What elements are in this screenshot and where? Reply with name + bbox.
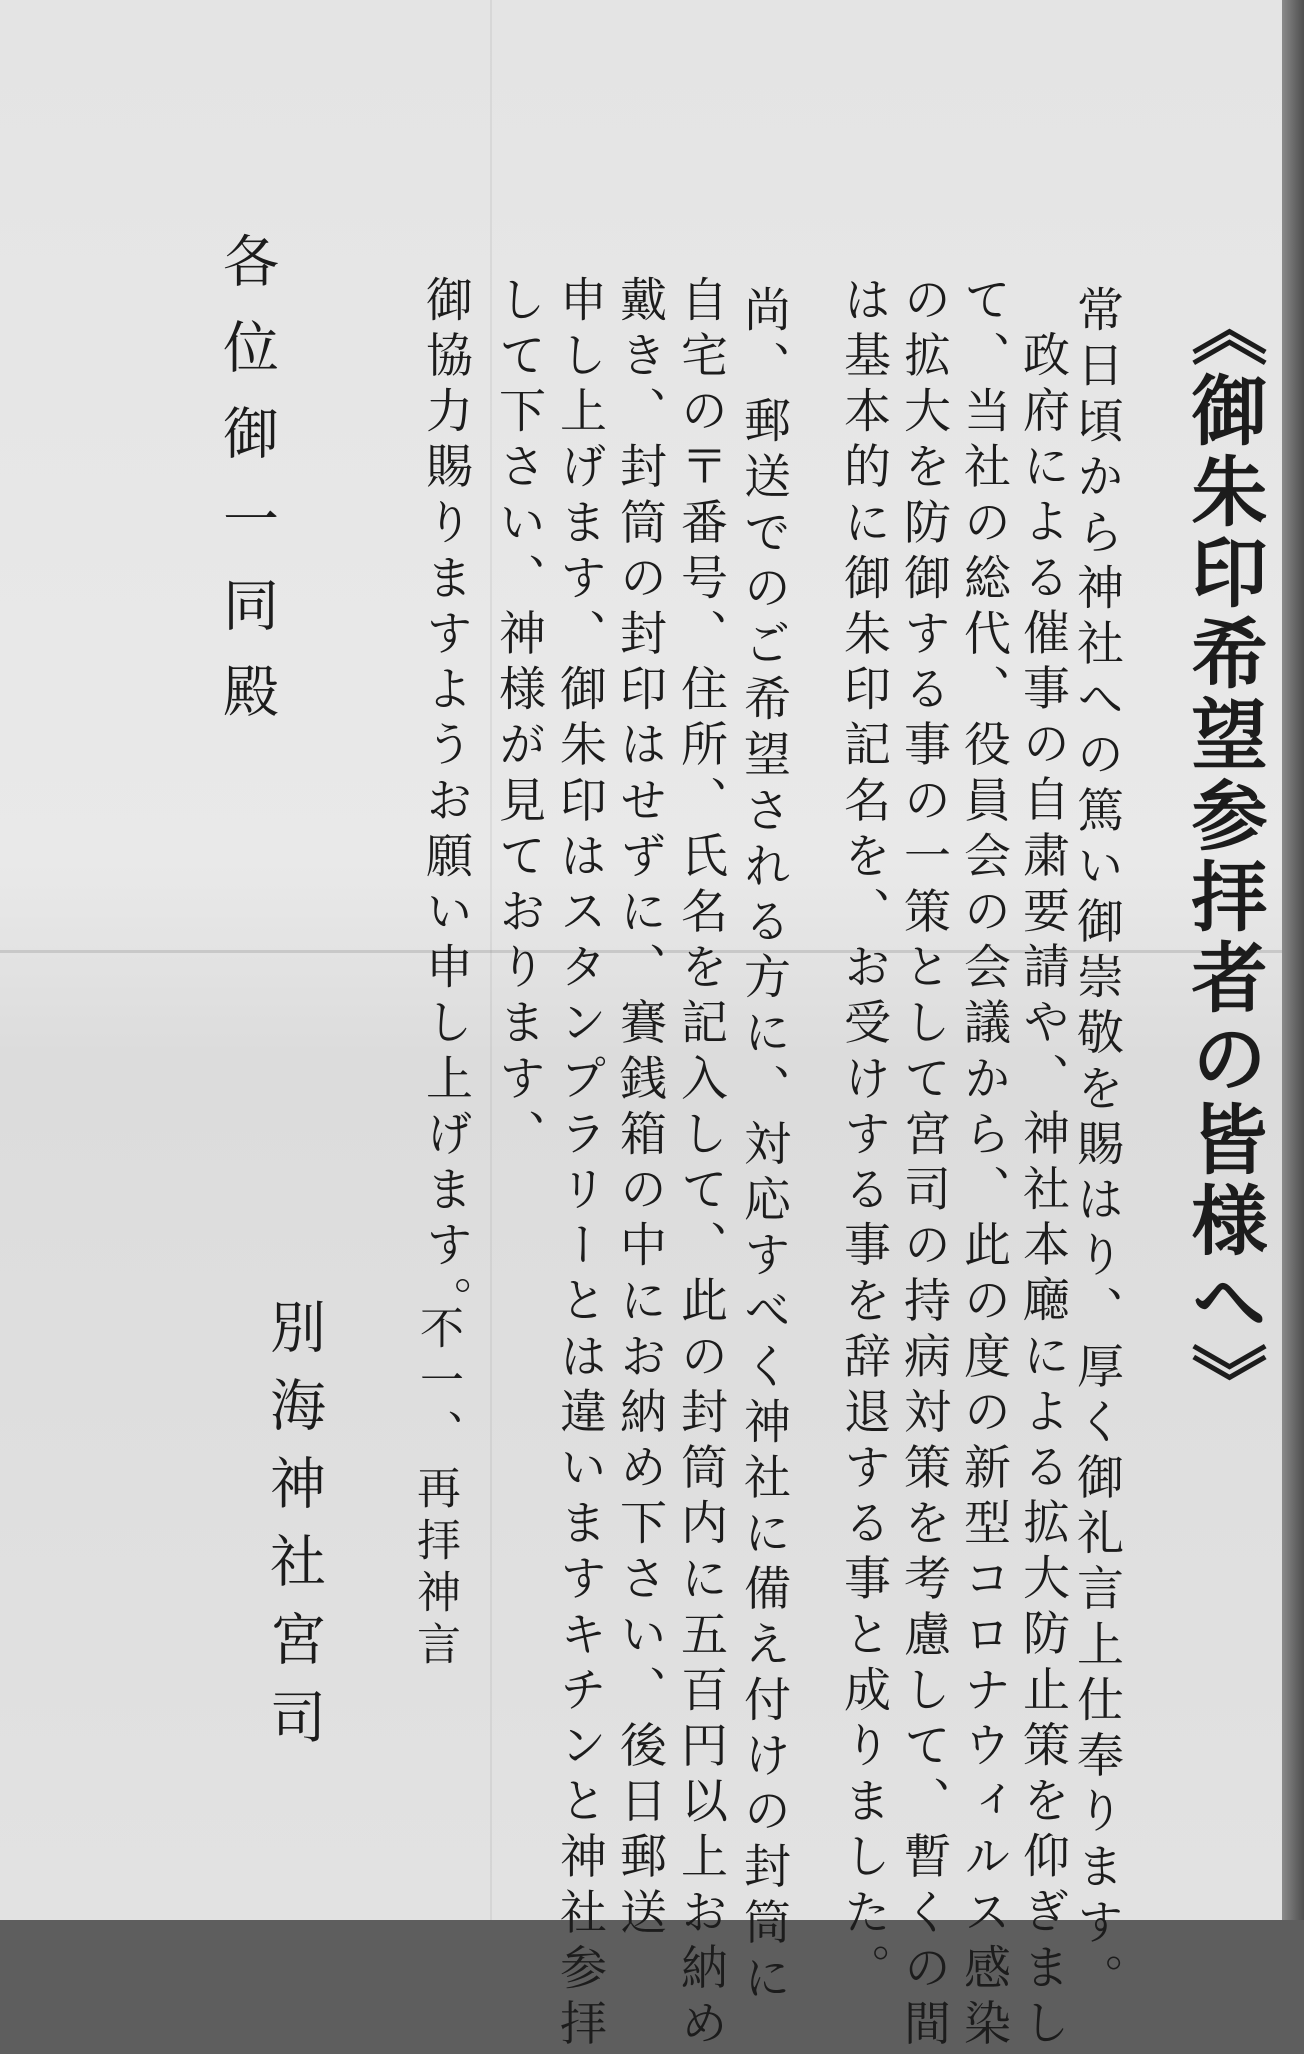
paragraph1-line-5: は基本的に御朱印記名を、お受けする事を辞退する事と成りました。 [836, 275, 891, 1999]
paragraph2-line-5: して下さい、神様が見ております、 [491, 275, 546, 1165]
paragraph2-line-4: 申し上げます、御朱印はスタンプラリーとは違いますキチンと神社参拝 [552, 275, 607, 2054]
signature: 別海神社宮司 [261, 1298, 326, 1766]
paragraph2-line-1: 尚、郵送でのご希望される方に、対応すべく神社に備え付けの封筒に [736, 285, 791, 2009]
notice-title: 《御朱印希望参拝者の皆様へ》 [1179, 290, 1268, 1424]
paragraph2-line-2: 自宅の〒番号、住所、氏名を記入して、此の封筒内に五百円以上お納め [673, 275, 728, 2054]
paragraph2-line-6: 御協力賜りますようお願い申し上げます。 [418, 275, 473, 1332]
addressee: 各位御一同殿 [214, 232, 279, 748]
background-edge [1282, 0, 1304, 1920]
closing-salutation: 再拝神言 [409, 1465, 460, 1673]
paragraph1-line-4: の拡大を防御する事の一策として宮司の持病対策を考慮して、暫くの間 [896, 275, 951, 2054]
closing-phrase: 不一、 [412, 1305, 463, 1461]
paragraph1-line-3: て、当社の総代、役員会の会議から、此の度の新型コロナウィルス感染 [956, 275, 1011, 2054]
paragraph2-line-3: 戴き、封筒の封印はせずに、賽銭箱の中にお納め下さい、後日郵送 [612, 275, 667, 1943]
paragraph1-line-1: 常日頃から神社への篤い御崇敬を賜はり、厚く御礼言上仕奉ります。 [1069, 285, 1124, 2009]
paragraph1-line-2: 政府による催事の自粛要請や、神社本廰による拡大防止策を仰ぎまし [1015, 330, 1070, 2054]
